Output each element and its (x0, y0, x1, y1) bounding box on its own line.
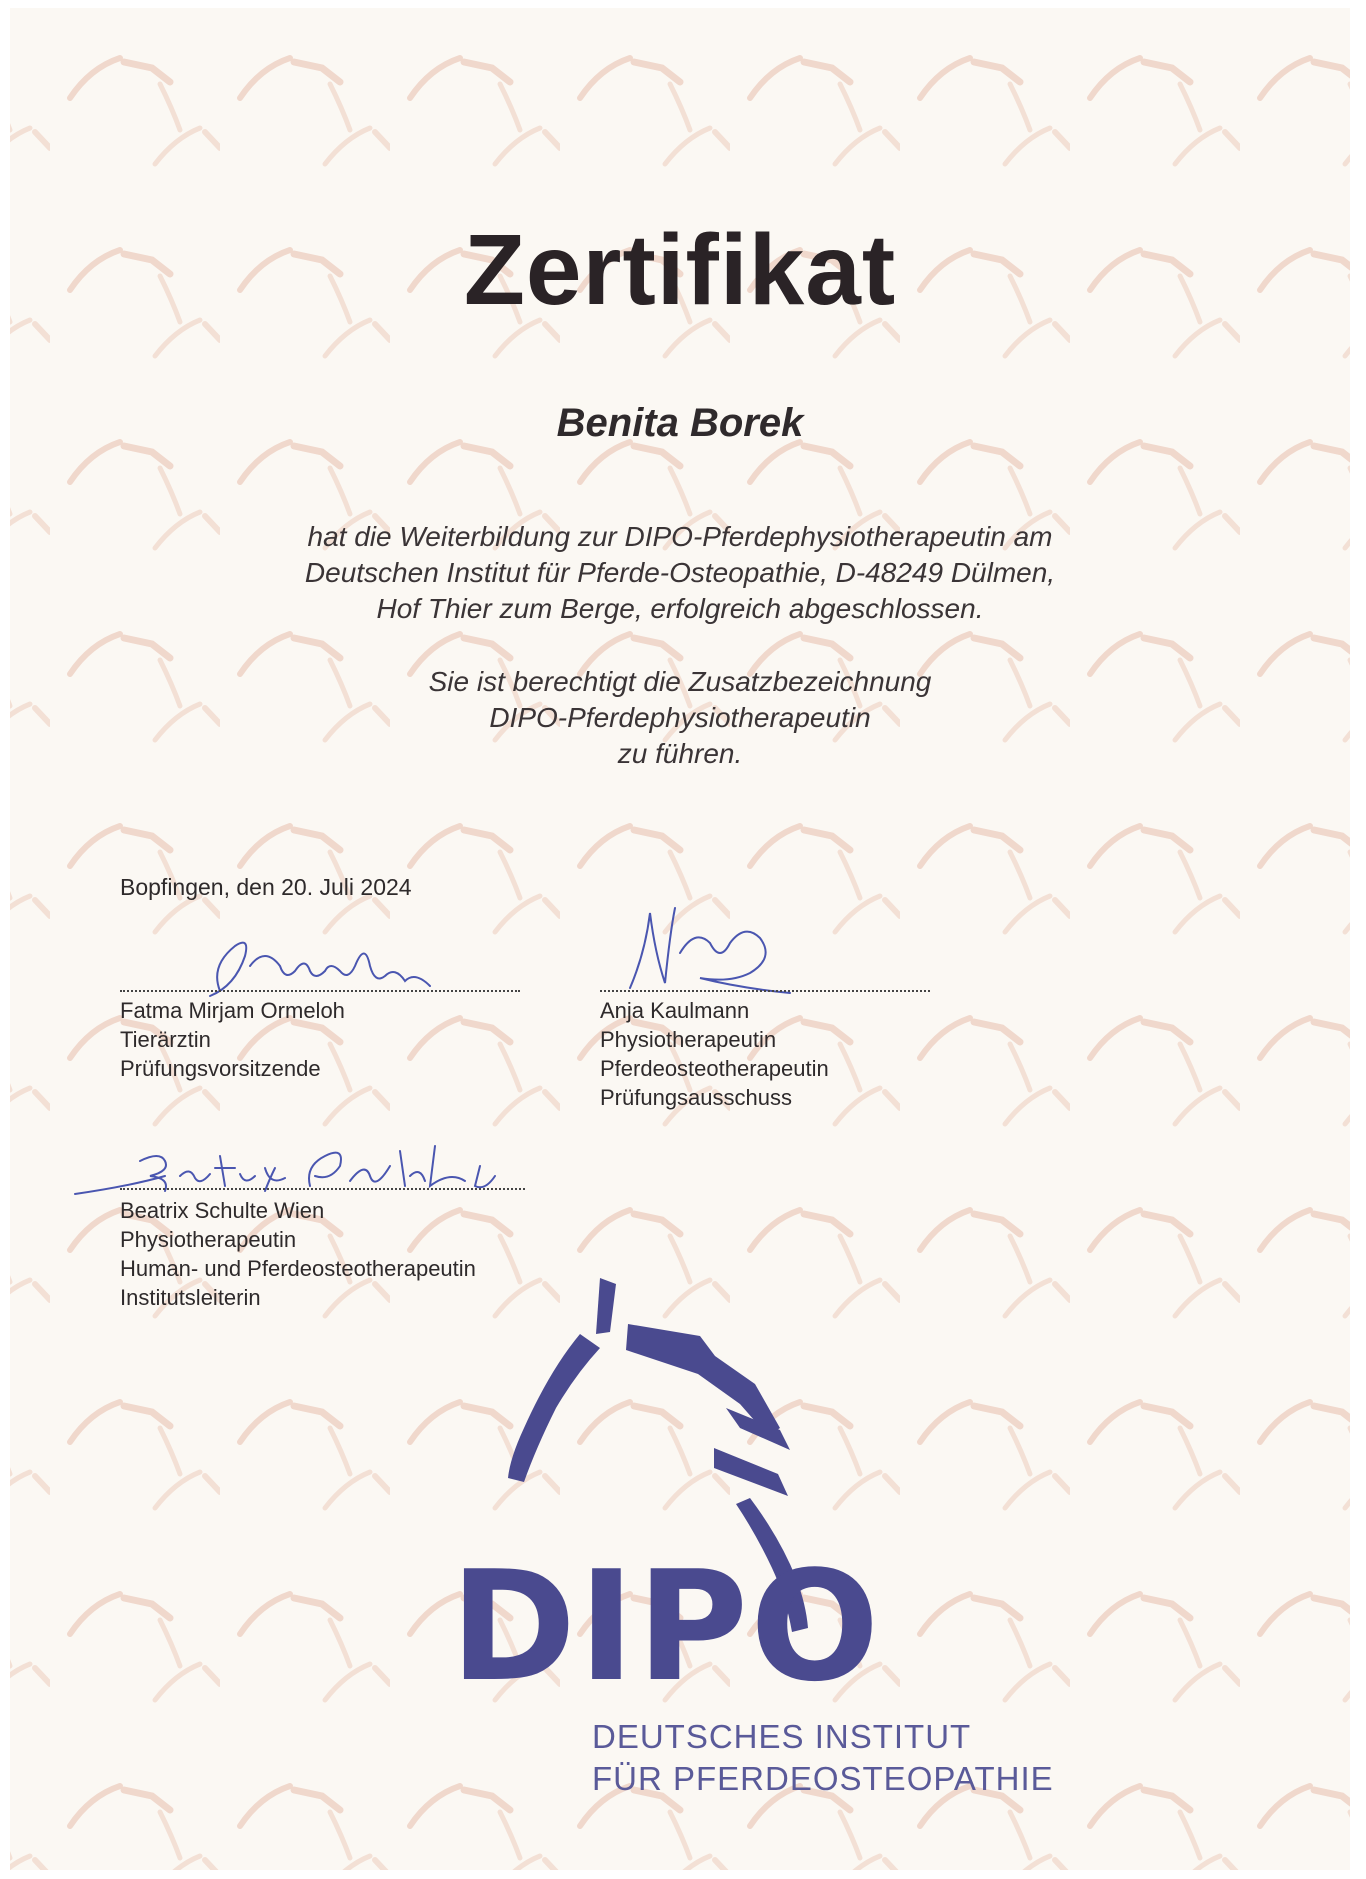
signatory-3-role-3: Institutsleiterin (120, 1285, 261, 1310)
signature-line-1 (120, 990, 520, 992)
signatory-2-role-3: Prüfungsausschuss (600, 1085, 792, 1110)
authorization-line-3: zu führen. (617, 738, 743, 769)
signatory-3-role-1: Physiotherapeutin (120, 1227, 297, 1252)
signatory-3-role-2: Human- und Pferdeosteotherapeutin (120, 1256, 476, 1281)
signature-line-2 (600, 990, 930, 992)
signatory-1-name: Fatma Mirjam Ormeloh (120, 998, 345, 1023)
authorization-line-1: Sie ist berechtigt die Zusatzbezeichnung (428, 666, 932, 697)
signatory-1-role-2: Prüfungsvorsitzende (120, 1056, 321, 1081)
authorization-line-2: DIPO-Pferdephysiotherapeutin (489, 702, 871, 733)
body-line-1: hat die Weiterbildung zur DIPO-Pferdephysiotherapeutin am (307, 521, 1053, 552)
institute-name-line-2: FÜR PFERDEOSTEOPATHIE (592, 1760, 1054, 1797)
signatory-2-name: Anja Kaulmann (600, 998, 750, 1023)
signatory-2-role-1: Physiotherapeutin (600, 1027, 777, 1052)
place-and-date: Bopfingen, den 20. Juli 2024 (120, 874, 412, 900)
dipo-wordmark: DIPO (450, 1538, 882, 1715)
institute-name-line-1: DEUTSCHES INSTITUT (592, 1718, 972, 1755)
body-line-3: Hof Thier zum Berge, erfolgreich abgeschlossen. (376, 593, 984, 624)
signature-schulte (70, 1106, 520, 1206)
certificate-page (10, 8, 1350, 1870)
recipient-name: Benita Borek (556, 401, 804, 445)
signature-kaulmann (610, 893, 810, 1003)
signatory-3-name: Beatrix Schulte Wien (120, 1198, 325, 1223)
signature-line-3 (120, 1188, 525, 1190)
certificate-title: Zertifikat (463, 214, 897, 326)
body-line-2: Deutschen Institut für Pferde-Osteopathie, D-48249 Dülmen, (304, 557, 1056, 588)
signature-ormeloh (190, 926, 450, 1006)
signatory-2-role-2: Pferdeosteotherapeutin (600, 1056, 829, 1081)
signatory-1-role-1: Tierärztin (120, 1027, 211, 1052)
